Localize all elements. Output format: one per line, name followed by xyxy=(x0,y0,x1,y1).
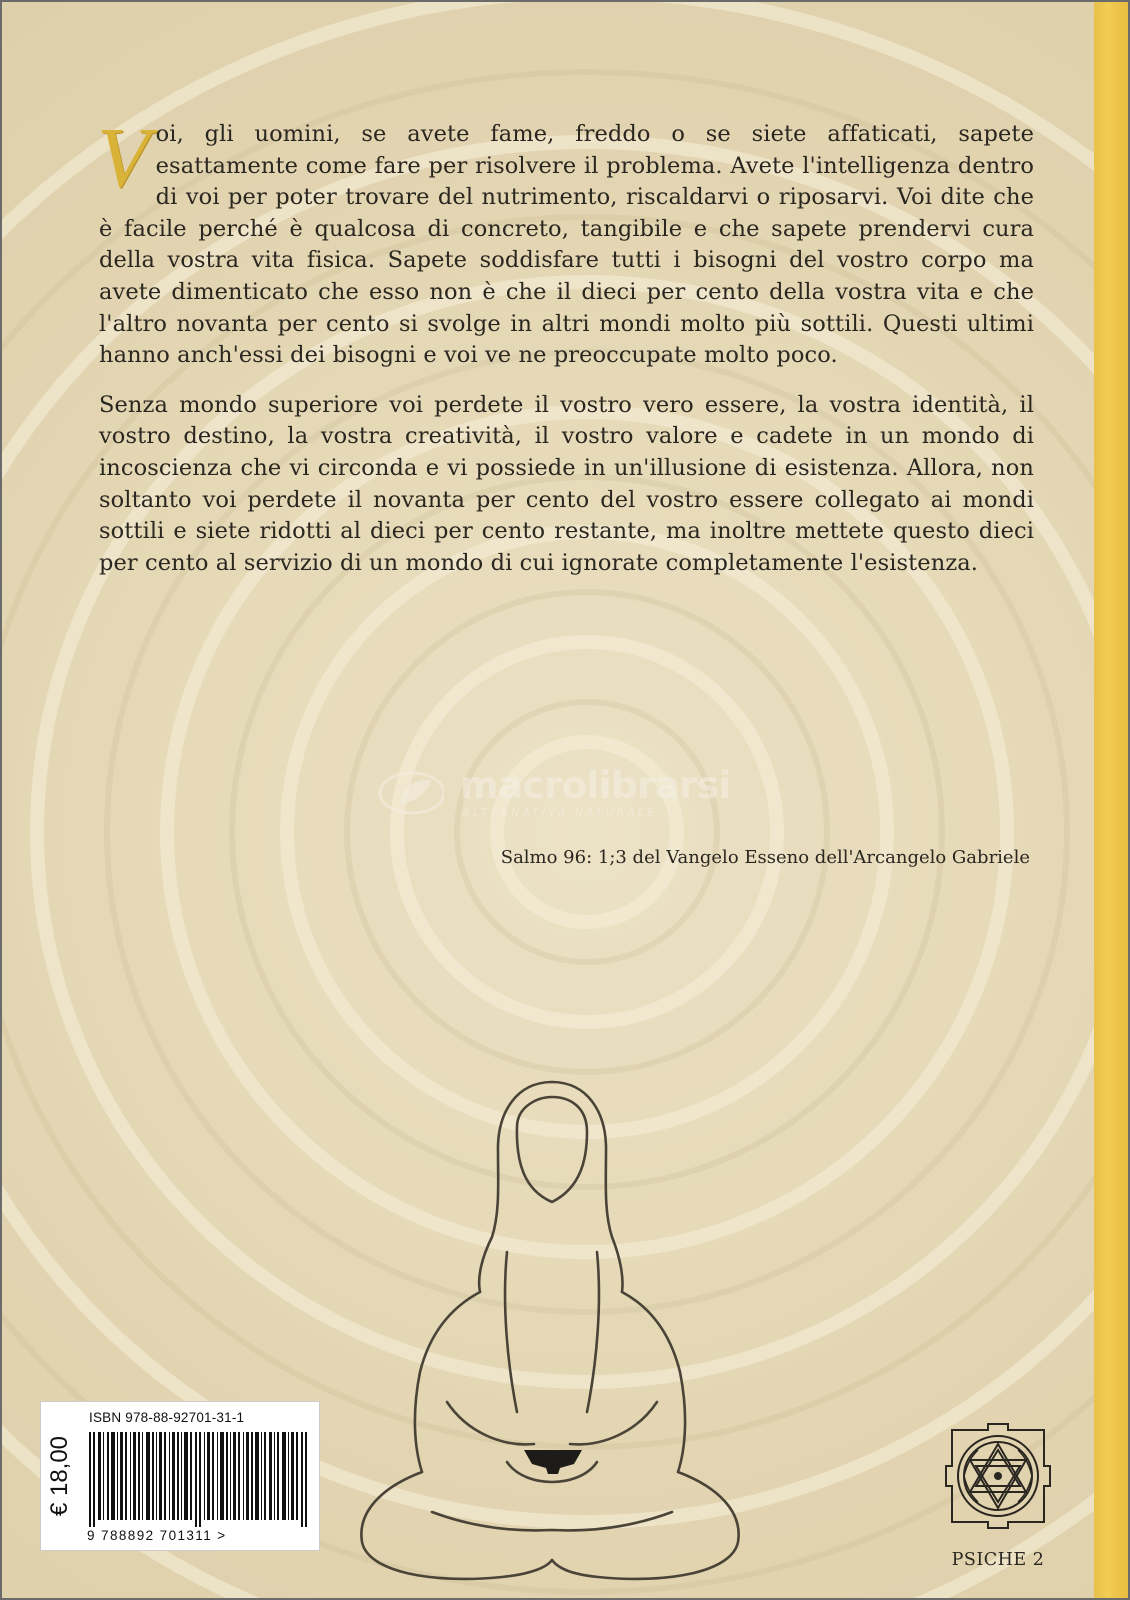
paragraph-1-text: oi, gli uomini, se avete fame, freddo o se siete affaticati, sapete esattamente come fare per risolvere il problema. Avete l'intelligenza dentro di voi per poter trovare del nutrimento, riscaldarvi o riposarvi. Voi dite che è facile perché è qualcosa di concreto, tangibile e che sapete prendervi cura della vostra vita fisica. Sapete soddisfare tutti i bisogni del vostro corpo ma avete dimenticato che esso non è che il dieci per cento della vostra vita e che l'altro novanta per cento si svolge in altri mondi molto più sottili. Questi ultimi hanno anch'essi dei bisogni e voi ve ne preoccupate molto poco. xyxy=(99,121,1034,369)
isbn-label: ISBN 978-88-92701-31-1 xyxy=(89,1410,245,1425)
watermark-tagline: ALTERNATIVA NATURALE xyxy=(462,806,657,819)
watermark-leaf-icon xyxy=(372,768,444,818)
barcode-price-box xyxy=(40,1401,320,1551)
sri-yantra-logo-icon xyxy=(944,1420,1052,1548)
paragraph-1 xyxy=(97,109,1034,372)
meditating-figure-illustration xyxy=(302,1072,802,1600)
price-label xyxy=(39,1402,81,1550)
barcode xyxy=(89,1432,311,1527)
quote-text-block xyxy=(97,109,1034,597)
paragraph-2: Senza mondo superiore voi perdete il vostro vero essere, la vostra identità, il vostro destino, la vostra creatività, il vostro valore e cadete in un mondo di incoscienza che vi circonda e vi possiede in un'illusione di esistenza. Allora, non soltanto voi perdete il novanta per cento del vostro essere collegato ai mondi sottili e siete ridotti al dieci per cento restante, ma inoltre mettete questo dieci per cento al servizio di un mondo di cui ignorate completamente l'esistenza. xyxy=(99,391,1034,576)
publisher-logo xyxy=(944,1420,1052,1580)
citation-source: Salmo 96: 1;3 del Vangelo Esseno dell'Arcangelo Gabriele xyxy=(500,847,1030,868)
dropcap-letter: V xyxy=(97,109,150,205)
macrolibrarsi-watermark xyxy=(372,764,792,824)
barcode-digits: 9 788892 701311 > xyxy=(87,1528,227,1543)
price-text: € 18,00 xyxy=(46,1435,74,1517)
book-spine-edge xyxy=(1094,2,1128,1598)
watermark-name: macrolibrarsi xyxy=(460,764,731,807)
publisher-name: PSICHE 2 xyxy=(951,1550,1045,1570)
